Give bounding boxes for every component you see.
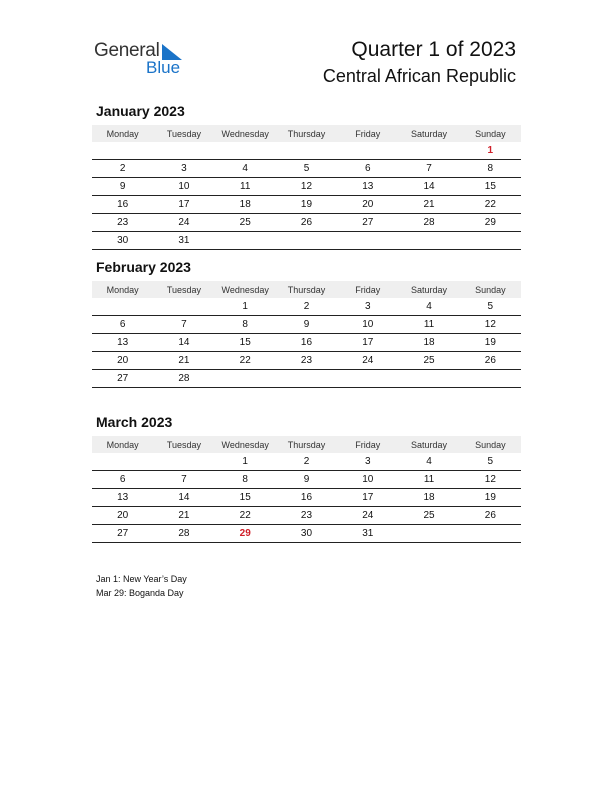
- day-cell: 29: [239, 528, 251, 539]
- weekday-label: Friday: [355, 128, 381, 139]
- weekday-label: Tuesday: [166, 128, 202, 139]
- logo: [94, 40, 204, 80]
- day-cell: 22: [484, 199, 496, 210]
- week-row: [92, 489, 521, 507]
- weekday-label: Sunday: [475, 128, 506, 139]
- day-cell: 14: [423, 181, 435, 192]
- day-cell: 17: [362, 337, 374, 348]
- day-cell: 10: [362, 319, 374, 330]
- day-cell: 11: [423, 319, 435, 330]
- day-cell: 6: [119, 474, 126, 485]
- day-cell: 25: [423, 510, 435, 521]
- day-cell: 13: [117, 492, 129, 503]
- month-february: [92, 259, 521, 388]
- weekday-label: Thursday: [287, 284, 326, 295]
- weekday-label: Sunday: [475, 439, 506, 450]
- weekday-header-row: [92, 125, 521, 142]
- day-cell: 28: [178, 528, 190, 539]
- day-cell: 3: [364, 301, 371, 312]
- day-cell: 23: [300, 355, 313, 366]
- weekday-label: Tuesday: [166, 439, 202, 450]
- week-row: [92, 334, 521, 352]
- day-cell: 12: [300, 181, 313, 192]
- week-row: [92, 453, 521, 471]
- day-cell: 23: [300, 510, 313, 521]
- day-cell: 2: [303, 456, 310, 467]
- day-cell: 27: [117, 528, 129, 539]
- day-cell: 6: [119, 319, 126, 330]
- day-cell: 4: [426, 301, 432, 312]
- weekday-header-row: [92, 281, 521, 298]
- weekday-label: Monday: [106, 439, 139, 450]
- day-cell: 20: [117, 355, 129, 366]
- day-cell: 28: [423, 217, 435, 228]
- day-cell: 2: [119, 163, 126, 174]
- day-cell: 17: [178, 199, 190, 210]
- day-cell: 30: [117, 235, 129, 246]
- weekday-label: Monday: [106, 128, 139, 139]
- logo-blue-text: Blue: [146, 58, 181, 77]
- day-cell: 19: [300, 199, 313, 210]
- week-row: [92, 352, 521, 370]
- day-cell: 10: [362, 474, 374, 485]
- holiday-notes: [96, 573, 187, 600]
- day-cell: 5: [303, 163, 310, 174]
- day-cell: 10: [178, 181, 190, 192]
- weekday-label: Thursday: [287, 128, 326, 139]
- day-cell: 17: [362, 492, 374, 503]
- day-cell: 12: [484, 474, 496, 485]
- day-cell: 15: [239, 337, 251, 348]
- day-cell: 8: [242, 474, 248, 485]
- day-cell: 8: [487, 163, 494, 174]
- day-cell: 27: [117, 373, 129, 384]
- day-cell: 23: [117, 217, 129, 228]
- weekday-label: Saturday: [411, 284, 448, 295]
- day-cell: 16: [300, 492, 313, 503]
- week-row: [92, 196, 521, 214]
- weekday-label: Friday: [355, 284, 381, 295]
- weekday-label: Wednesday: [221, 128, 269, 139]
- day-cell: 19: [484, 492, 496, 503]
- day-cell: 15: [484, 181, 496, 192]
- day-cell: 9: [303, 474, 310, 485]
- day-cell: 9: [119, 181, 126, 192]
- weekday-label: Friday: [355, 439, 381, 450]
- day-cell: 13: [362, 181, 374, 192]
- week-row: [92, 525, 521, 543]
- day-cell: 24: [178, 217, 190, 228]
- day-cell: 31: [178, 235, 190, 246]
- day-cell: 11: [240, 181, 251, 192]
- week-row: [92, 232, 521, 250]
- week-row: [92, 142, 521, 160]
- day-cell: 25: [239, 217, 251, 228]
- day-cell: 21: [423, 199, 435, 210]
- day-cell: 18: [423, 492, 435, 503]
- day-cell: 30: [300, 528, 313, 539]
- week-row: [92, 214, 521, 232]
- day-cell: 8: [242, 319, 248, 330]
- day-cell: 28: [178, 373, 190, 384]
- day-cell: 1: [487, 145, 494, 156]
- month-title: January 2023: [96, 103, 185, 119]
- day-cell: 3: [364, 456, 371, 467]
- day-cell: 29: [484, 217, 496, 228]
- day-cell: 16: [117, 199, 129, 210]
- day-cell: 3: [181, 163, 187, 174]
- week-row: [92, 298, 521, 316]
- weekday-label: Sunday: [475, 284, 506, 295]
- holiday-note: Mar 29: Boganda Day: [96, 587, 184, 598]
- day-cell: 1: [242, 456, 248, 467]
- day-cell: 4: [242, 163, 248, 174]
- day-cell: 26: [484, 355, 496, 366]
- day-cell: 13: [117, 337, 129, 348]
- day-cell: 7: [181, 319, 187, 330]
- day-cell: 11: [423, 474, 435, 485]
- weekday-header-row: [92, 436, 521, 453]
- day-cell: 26: [484, 510, 496, 521]
- day-cell: 25: [423, 355, 435, 366]
- month-title: March 2023: [96, 414, 173, 430]
- page-title: Quarter 1 of 2023: [351, 38, 516, 61]
- week-row: [92, 370, 521, 388]
- day-cell: 24: [362, 510, 374, 521]
- day-cell: 26: [300, 217, 313, 228]
- day-cell: 27: [362, 217, 374, 228]
- day-cell: 18: [423, 337, 435, 348]
- day-cell: 20: [117, 510, 129, 521]
- day-cell: 31: [362, 528, 374, 539]
- day-cell: 6: [364, 163, 371, 174]
- day-cell: 22: [239, 355, 251, 366]
- day-cell: 14: [178, 492, 190, 503]
- month-march: [92, 414, 521, 543]
- day-cell: 1: [242, 301, 248, 312]
- week-row: [92, 507, 521, 525]
- day-cell: 12: [484, 319, 496, 330]
- day-cell: 21: [178, 355, 190, 366]
- day-cell: 9: [303, 319, 310, 330]
- day-cell: 19: [484, 337, 496, 348]
- week-row: [92, 178, 521, 196]
- month-title: February 2023: [96, 259, 191, 275]
- weekday-label: Saturday: [411, 439, 448, 450]
- week-row: [92, 160, 521, 178]
- weekday-label: Saturday: [411, 128, 448, 139]
- day-cell: 14: [178, 337, 190, 348]
- weekday-label: Monday: [106, 284, 139, 295]
- week-row: [92, 471, 521, 489]
- holiday-note: Jan 1: New Year’s Day: [96, 574, 187, 584]
- day-cell: 7: [426, 163, 432, 174]
- day-cell: 2: [303, 301, 310, 312]
- day-cell: 22: [239, 510, 251, 521]
- day-cell: 21: [178, 510, 190, 521]
- weekday-label: Tuesday: [166, 284, 202, 295]
- day-cell: 24: [362, 355, 374, 366]
- page-subtitle: Central African Republic: [322, 66, 516, 86]
- logo-general-text: General: [94, 40, 160, 61]
- day-cell: 5: [487, 456, 494, 467]
- weekday-label: Thursday: [287, 439, 326, 450]
- weekday-label: Wednesday: [221, 284, 269, 295]
- month-january: [92, 103, 521, 250]
- week-row: [92, 316, 521, 334]
- day-cell: 20: [362, 199, 374, 210]
- day-cell: 5: [487, 301, 494, 312]
- day-cell: 4: [426, 456, 432, 467]
- day-cell: 7: [181, 474, 187, 485]
- weekday-label: Wednesday: [221, 439, 269, 450]
- day-cell: 16: [300, 337, 313, 348]
- day-cell: 15: [239, 492, 251, 503]
- day-cell: 18: [239, 199, 251, 210]
